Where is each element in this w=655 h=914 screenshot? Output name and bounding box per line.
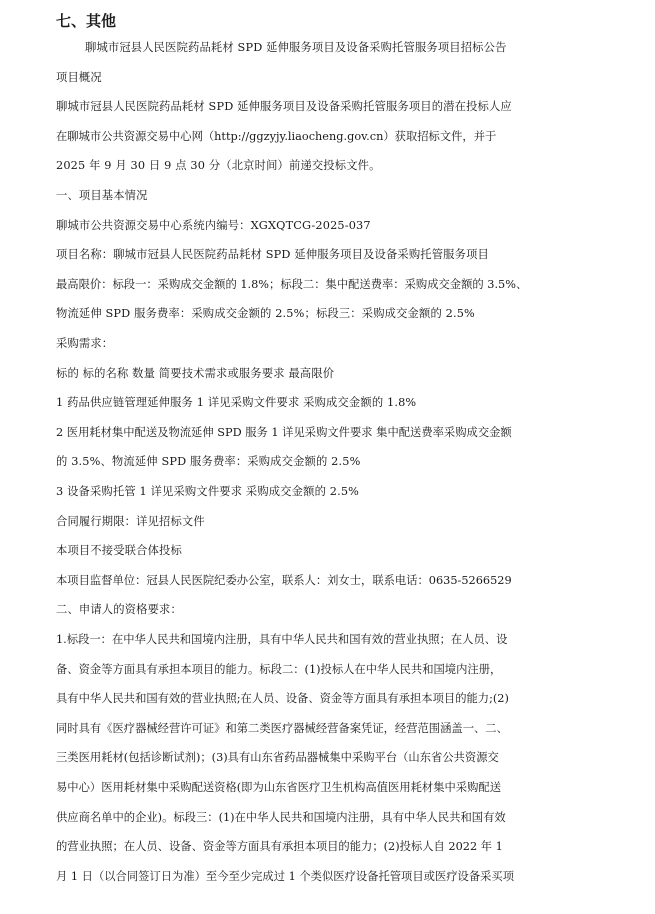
qualification-text-line: 1.标段一：在中华人民共和国境内注册，具有中华人民共和国有效的营业执照；在人员、设 xyxy=(56,633,508,646)
project-name-line: 项目名称：聊城市冠县人民医院药品耗材 SPD 延伸服务项目及设备采购托管服务项目 xyxy=(56,248,489,261)
project-overview-label: 项目概况 xyxy=(56,71,102,84)
requirement-row: 的 3.5%、物流延伸 SPD 服务费率：采购成交金额的 2.5% xyxy=(56,455,361,468)
max-price-line: 最高限价：标段一：采购成交金额的 1.8%；标段二：集中配送费率：采购成交金额的 3.5%、 xyxy=(56,278,528,291)
announcement-title: 聊城市冠县人民医院药品耗材 SPD 延伸服务项目及设备采购托管服务项目招标公告 xyxy=(85,41,507,54)
requirement-row: 3 设备采购托管 1 详见采购文件要求 采购成交金额的 2.5% xyxy=(56,485,360,498)
requirement-row: 1 药品供应链管理延伸服务 1 详见采购文件要求 采购成交金额的 1.8% xyxy=(56,396,417,409)
qualification-text-line: 的营业执照；在人员、设备、资金等方面具有承担本项目的能力；(2)投标人自 2022 年 1 xyxy=(56,840,503,853)
basic-info-heading: 一、项目基本情况 xyxy=(56,189,148,202)
qualification-text-line: 三类医用耗材(包括诊断试剂)；(3)具有山东省药品器械集中采购平台（山东省公共资源交 xyxy=(56,751,499,764)
max-price-line: 物流延伸 SPD 服务费率：采购成交金额的 2.5%；标段三：采购成交金额的 2.5% xyxy=(56,307,475,320)
requirements-label: 采购需求： xyxy=(56,337,114,350)
contract-period-line: 合同履行期限：详见招标文件 xyxy=(56,515,205,528)
qualification-text-line: 具有中华人民共和国有效的营业执照;在人员、设备、资金等方面具有承担本项目的能力;(2) xyxy=(56,692,509,705)
overview-text-line: 聊城市冠县人民医院药品耗材 SPD 延伸服务项目及设备采购托管服务项目的潜在投标人应 xyxy=(56,100,512,113)
qualification-text-line: 备、资金等方面具有承担本项目的能力。标段二：(1)投标人在中华人民共和国境内注册， xyxy=(56,663,502,676)
qualification-text-line: 供应商名单中的企业)。标段三：(1)在中华人民共和国境内注册，具有中华人民共和国有效 xyxy=(56,811,506,824)
qualification-text-line: 易中心）医用耗材集中采购配送资格(即为山东省医疗卫生机构高值医用耗材集中采购配送 xyxy=(56,781,501,794)
qualification-heading: 二、申请人的资格要求： xyxy=(56,603,182,616)
overview-text-line: 在聊城市公共资源交易中心网（http://ggzyjy.liaocheng.gov.cn）获取招标文件，并于 xyxy=(56,130,497,143)
requirements-header: 标的 标的名称 数量 简要技术需求或服务要求 最高限价 xyxy=(56,367,335,380)
supervisor-line: 本项目监督单位：冠县人民医院纪委办公室，联系人：刘女士，联系电话：0635-5266529 xyxy=(56,574,512,587)
section-heading: 七、其他 xyxy=(56,12,117,30)
system-number-line: 聊城市公共资源交易中心系统内编号：XGXQTCG-2025-037 xyxy=(56,219,371,232)
overview-text-line: 2025 年 9 月 30 日 9 点 30 分（北京时间）前递交投标文件。 xyxy=(56,159,381,172)
requirement-row: 2 医用耗材集中配送及物流延伸 SPD 服务 1 详见采购文件要求 集中配送费率采购成交金额 xyxy=(56,426,512,439)
qualification-text-line: 同时具有《医疗器械经营许可证》和第二类医疗器械经营备案凭证，经营范围涵盖一、二、 xyxy=(56,722,508,735)
joint-bid-line: 本项目不接受联合体投标 xyxy=(56,544,182,557)
qualification-text-line: 月 1 日（以合同签订日为准）至今至少完成过 1 个类似医疗设备托管项目或医疗设备采买项 xyxy=(56,870,515,883)
